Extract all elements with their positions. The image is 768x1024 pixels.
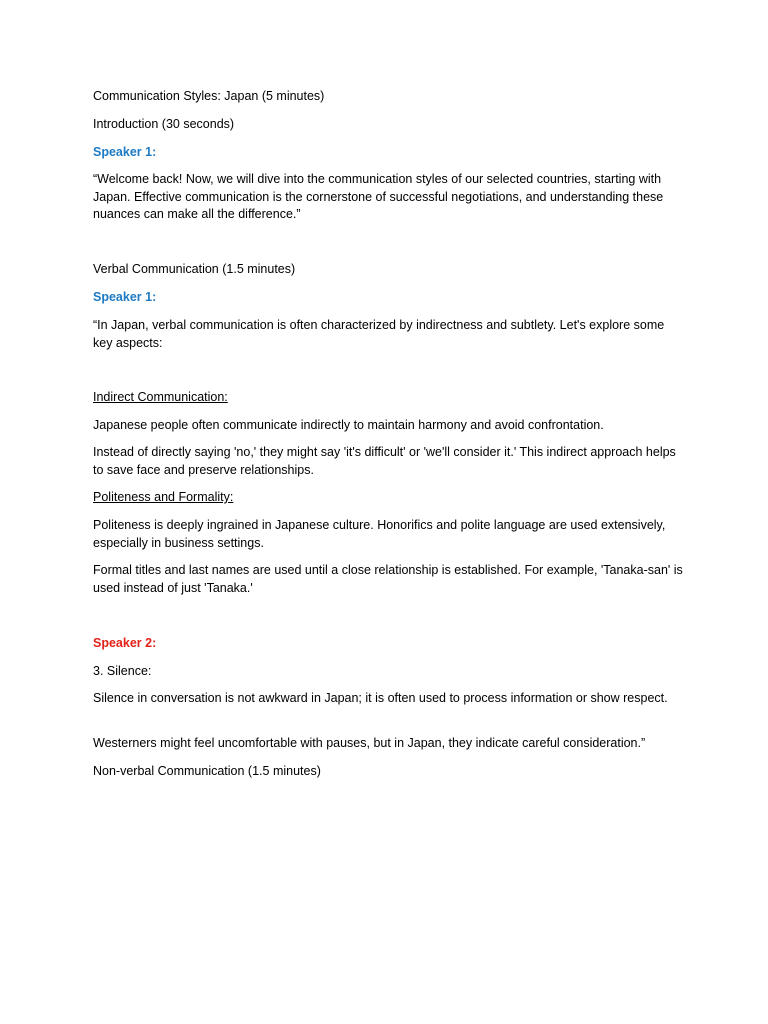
politeness-heading: Politeness and Formality:: [93, 490, 234, 504]
speaker-2-label: Speaker 2:: [93, 636, 157, 650]
silence-heading: 3. Silence:: [93, 664, 152, 678]
politeness-paragraph-1: Politeness is deeply ingrained in Japanese culture. Honorifics and polite language are used extensively, especially in business settings.: [93, 518, 666, 550]
verbal-heading: Verbal Communication (1.5 minutes): [93, 262, 296, 276]
politeness-paragraph-2: Formal titles and last names are used until a close relationship is established. For example, 'Tanaka-san' is used instead of just 'Tanaka.': [93, 563, 683, 595]
nonverbal-heading: Non-verbal Communication (1.5 minutes): [93, 764, 321, 778]
intro-heading: Introduction (30 seconds): [93, 117, 235, 131]
indirect-heading: Indirect Communication:: [93, 390, 228, 404]
silence-paragraph-1: Silence in conversation is not awkward in Japan; it is often used to process information or show respect.: [93, 691, 668, 705]
verbal-quote: “In Japan, verbal communication is often characterized by indirectness and subtlety. Let's explore some key aspects:: [93, 318, 665, 350]
intro-quote: “Welcome back! Now, we will dive into the communication styles of our selected countries, starting with Japan. Effective communication is the cornerstone of successful negotiations, and understanding these nuances can make all the difference.”: [93, 172, 664, 221]
indirect-paragraph-1: Japanese people often communicate indirectly to maintain harmony and avoid confrontation.: [93, 418, 604, 432]
document-title: Communication Styles: Japan (5 minutes): [93, 89, 325, 103]
speaker-1-label: Speaker 1:: [93, 290, 157, 304]
indirect-paragraph-2: Instead of directly saying 'no,' they might say 'it's difficult' or 'we'll consider it.' This indirect approach helps to save face and preserve relationships.: [93, 445, 676, 477]
silence-paragraph-2: Westerners might feel uncomfortable with pauses, but in Japan, they indicate careful consideration.”: [93, 736, 646, 750]
speaker-1-label: Speaker 1:: [93, 145, 157, 159]
